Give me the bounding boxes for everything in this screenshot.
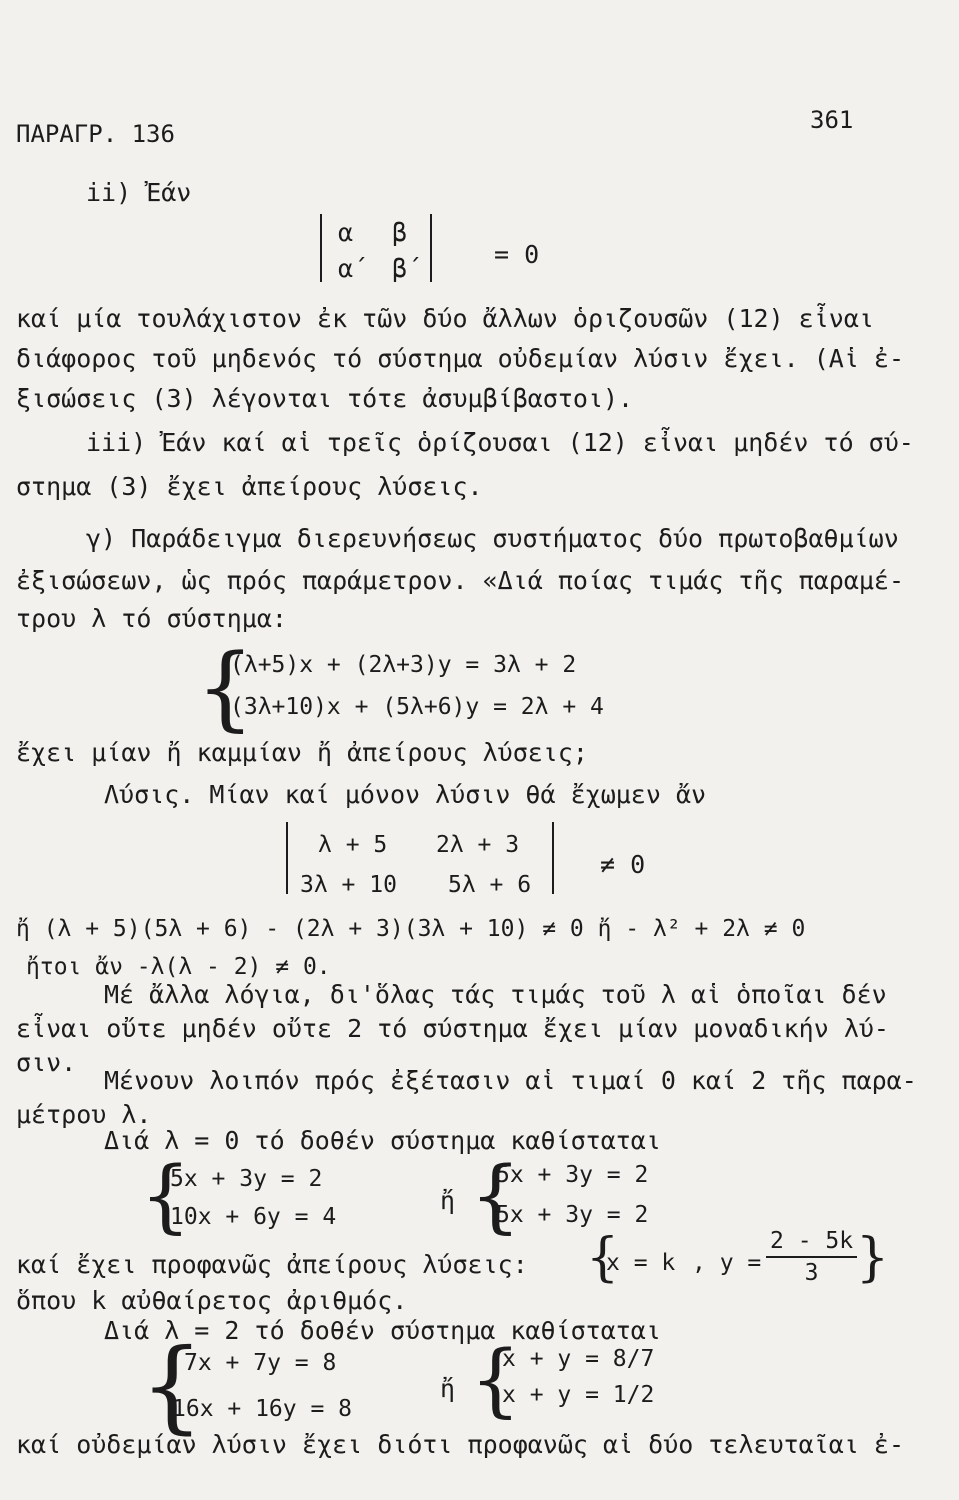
case-ii-line-2: διάφορος τοῦ μηδενός τό σύστημα οὐδεμίαν λύσιν ἔχει. (Αἱ ἐ-	[16, 344, 905, 373]
example-line-2: ἐξισώσεων, ὡς πρός παράμετρον. «Διά ποίας τιμάς τῆς παραμέ-	[16, 566, 905, 595]
page-number: 361	[810, 106, 854, 134]
left-system-brace-zero: {	[140, 1149, 191, 1242]
zero-right-eq-2: 5x + 3y = 2	[496, 1202, 649, 1228]
two-right-eq-1: x + y = 8/7	[502, 1346, 655, 1372]
det2-a22: 5λ + 6	[448, 872, 532, 898]
det2-a12: 2λ + 3	[436, 832, 520, 858]
det-alpha: α	[338, 218, 354, 247]
case-iii-line-1: iii) Ἐάν καί αἱ τρεῖς ὁρίζουσαι (12) εἶναι μηδέν τό σύ-	[86, 428, 914, 457]
example-line-1: γ) Παράδειγμα διερευνήσεως συστήματος δύο πρωτοβαθμίων	[86, 524, 899, 553]
two-right-eq-2: x + y = 1/2	[502, 1382, 655, 1408]
solution-para-3: σιν.	[16, 1048, 77, 1077]
solution-intro: Λύσις. Μίαν καί μόνον λύσιν θά ἔχωμεν ἄν	[104, 780, 707, 809]
two-left-eq-1: 7x + 7y = 8	[184, 1350, 337, 1376]
right-system-brace-zero: {	[470, 1149, 521, 1242]
example-line-3: τρου λ τό σύστημα:	[16, 604, 287, 633]
det-equals-zero: = 0	[494, 240, 540, 269]
system-eq-2: (3λ+10)x + (5λ+6)y = 2λ + 4	[230, 694, 604, 720]
example-question: ἔχει μίαν ἤ καμμίαν ἤ ἀπείρους λύσεις;	[16, 738, 588, 767]
det2-bar-left	[286, 822, 288, 894]
y-equals: , y =	[692, 1250, 762, 1276]
remain-line-2: μέτρου λ.	[16, 1100, 152, 1129]
solution-para-1: Μέ ἄλλα λόγια, δι'ὅλας τάς τιμάς τοῦ λ αἱ ὁποῖαι δέν	[104, 980, 887, 1009]
expansion-line: ἤ (λ + 5)(5λ + 6) - (2λ + 3)(3λ + 10) ≠ 0 ἤ - λ² + 2λ ≠ 0	[16, 916, 806, 942]
case-zero-note: ὅπου k αὐθαίρετος ἀριθμός.	[16, 1286, 408, 1315]
zero-or-label: ἤ	[440, 1186, 456, 1215]
remain-line-1: Μένουν λοιπόν πρός ἐξέτασιν αἱ τιμαί 0 καί 2 τῆς παρα-	[104, 1066, 917, 1095]
system-brace: {	[196, 634, 255, 741]
zero-left-eq-1: 5x + 3y = 2	[170, 1166, 323, 1192]
section-header: ΠΑΡΑΓΡ. 136	[16, 120, 175, 148]
det-beta-prime: β΄	[392, 254, 423, 283]
solution-brace-close: }	[856, 1228, 890, 1288]
case-zero-intro: Διά λ = 0 τό δοθέν σύστημα καθίσταται	[104, 1126, 661, 1155]
solution-para-2: εἶναι οὔτε μηδέν οὔτε 2 τό σύστημα ἔχει μίαν μοναδικήν λύ-	[16, 1014, 889, 1043]
case-iii-line-2: στημα (3) ἔχει ἀπείρους λύσεις.	[16, 472, 483, 501]
fraction-denominator: 3	[804, 1260, 819, 1286]
case-two-final: καί οὐδεμίαν λύσιν ἔχει διότι προφανῶς αἱ δύο τελευταῖαι ἐ-	[16, 1430, 905, 1459]
solution-brace-open: {	[586, 1228, 620, 1288]
fraction-numerator: 2 - 5k	[766, 1228, 857, 1258]
det2-a21: 3λ + 10	[300, 872, 397, 898]
case-ii-line-3: ξισώσεις (3) λέγονται τότε ἀσυμβίβαστοι).	[16, 384, 634, 413]
system-eq-1: (λ+5)x + (2λ+3)y = 3λ + 2	[230, 652, 577, 678]
x-equals-k: x = k	[606, 1250, 676, 1276]
two-left-eq-2: 16x + 16y = 8	[172, 1396, 353, 1422]
zero-right-eq-1: 5x + 3y = 2	[496, 1162, 649, 1188]
det-beta: β	[392, 218, 408, 247]
det2-not-equal-zero: ≠ 0	[600, 850, 646, 879]
det2-a11: λ + 5	[318, 832, 388, 858]
det-bar-right	[430, 214, 432, 282]
two-or-label: ἤ	[440, 1374, 456, 1403]
case-ii-line-1: καί μία τουλάχιστον ἐκ τῶν δύο ἄλλων ὁριζουσῶν (12) εἶναι	[16, 304, 874, 333]
case-zero-result: καί ἔχει προφανῶς ἀπείρους λύσεις:	[16, 1250, 528, 1279]
det-bar-left	[320, 214, 322, 282]
case-two-intro: Διά λ = 2 τό δοθέν σύστημα καθίσταται	[104, 1316, 661, 1345]
condition-line: ἤτοι ἄν -λ(λ - 2) ≠ 0.	[26, 954, 331, 980]
zero-left-eq-2: 10x + 6y = 4	[170, 1204, 337, 1230]
case-ii-label: ii) Ἐάν	[86, 178, 192, 207]
y-fraction	[766, 1228, 857, 1286]
det2-bar-right	[552, 822, 554, 894]
det-alpha-prime: α΄	[338, 254, 369, 283]
right-system-brace-two: {	[470, 1333, 521, 1426]
left-system-brace-two: {	[140, 1327, 204, 1444]
